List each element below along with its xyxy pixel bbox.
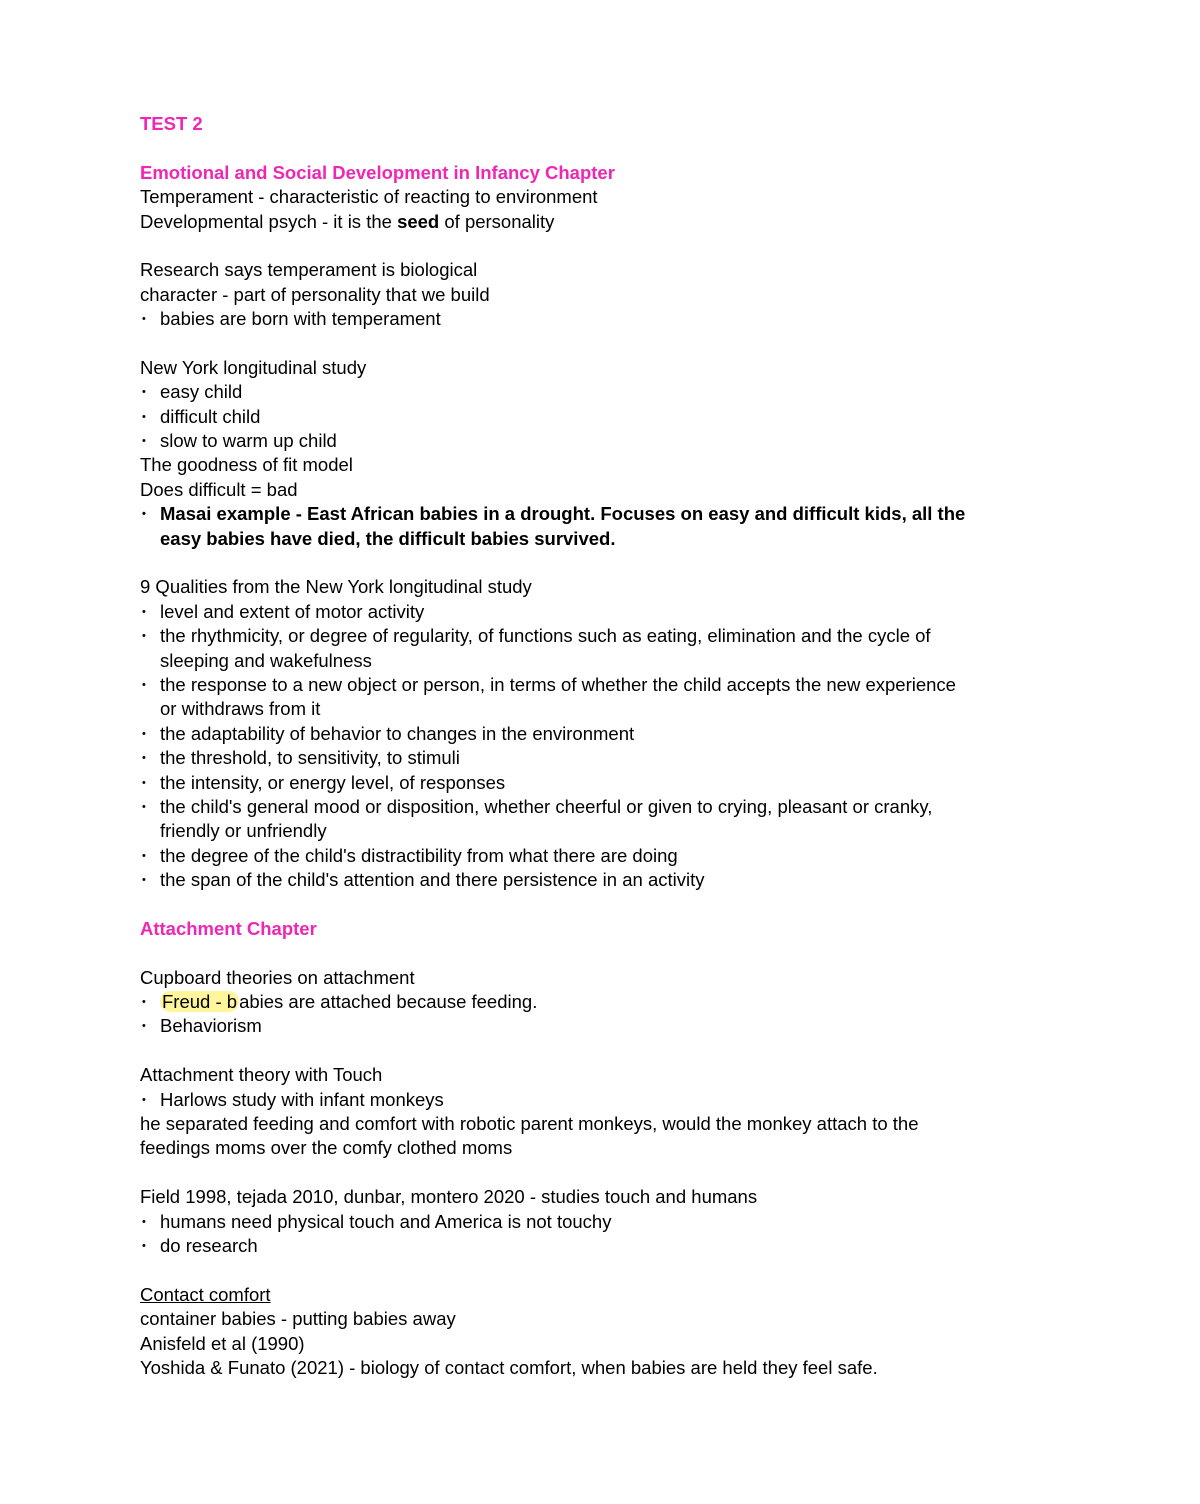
section-heading-emotional: Emotional and Social Development in Infancy Chapter [140, 161, 615, 183]
bullet-item: • the adaptability of behavior to changes in the environment [140, 722, 1100, 746]
bullet-icon: • [142, 800, 146, 813]
text-line: Research says temperament is biological [140, 259, 478, 281]
bullet-icon: • [142, 1239, 146, 1252]
text-line: 9 Qualities from the New York longitudinal study [140, 576, 532, 598]
bullet-continuation: or withdraws from it [160, 698, 321, 720]
bullet-icon: • [142, 1093, 146, 1106]
text-line: Temperament - characteristic of reacting to environment [140, 186, 598, 208]
bullet-icon: • [142, 630, 146, 643]
bullet-icon: • [142, 410, 146, 423]
bullet-item: • the response to a new object or person, in terms of whether the child accepts the new experience [140, 673, 1100, 697]
subheading-contact-comfort: Contact comfort [140, 1283, 271, 1305]
text-line: feedings moms over the comfy clothed moms [140, 1137, 513, 1159]
text-line: Attachment theory with Touch [140, 1064, 383, 1086]
bullet-item: • humans need physical touch and America is not touchy [140, 1210, 1100, 1234]
bullet-item: • the degree of the child's distractibility from what there are doing [140, 844, 1100, 868]
bullet-icon: • [142, 605, 146, 618]
bullet-item: • easy child [140, 380, 1100, 404]
bullet-icon: • [142, 508, 146, 521]
text-line: Yoshida & Funato (2021) - biology of contact comfort, when babies are held they feel safe. [140, 1356, 878, 1378]
bullet-continuation: sleeping and wakefulness [160, 649, 372, 671]
bullet-icon: • [142, 386, 146, 399]
bullet-item: • slow to warm up child [140, 429, 1100, 453]
bullet-icon: • [142, 752, 146, 765]
bullet-icon: • [142, 313, 146, 326]
bullet-item: • the intensity, or energy level, of responses [140, 771, 1100, 795]
bullet-item: • the child's general mood or disposition, whether cheerful or given to crying, pleasant or cranky, [140, 795, 1100, 819]
bullet-icon: • [142, 435, 146, 448]
bullet-icon: • [142, 1215, 146, 1228]
bullet-icon: • [142, 776, 146, 789]
bullet-item: • the span of the child's attention and there persistence in an activity [140, 868, 1100, 892]
bullet-icon: • [142, 849, 146, 862]
highlighted-text: Freud - b [162, 991, 238, 1013]
text-line: Anisfeld et al (1990) [140, 1332, 305, 1354]
bullet-item: • Harlows study with infant monkeys [140, 1088, 1100, 1112]
text-line: The goodness of fit model [140, 454, 353, 476]
bullet-item: • the rhythmicity, or degree of regularity, of functions such as eating, elimination and the cycle of [140, 624, 1100, 648]
text-line: New York longitudinal study [140, 356, 367, 378]
bullet-item: • the threshold, to sensitivity, to stimuli [140, 746, 1100, 770]
text-line: Field 1998, tejada 2010, dunbar, montero 2020 - studies touch and humans [140, 1186, 758, 1208]
section-heading-attachment: Attachment Chapter [140, 917, 317, 939]
bullet-item-bold: • Masai example - East African babies in a drought. Focuses on easy and difficult kids, all the [140, 502, 1100, 526]
bullet-continuation: easy babies have died, the difficult babies survived. [160, 527, 616, 549]
text-line: character - part of personality that we build [140, 283, 490, 305]
bullet-icon: • [142, 1020, 146, 1033]
bullet-item: • level and extent of motor activity [140, 600, 1100, 624]
bullet-continuation: friendly or unfriendly [160, 820, 327, 842]
text-line: Developmental psych - it is the seed of personality [140, 210, 555, 232]
bullet-item: • difficult child [140, 405, 1100, 429]
bullet-icon: • [142, 874, 146, 887]
bullet-item: • Behaviorism [140, 1014, 1100, 1038]
text-line: Cupboard theories on attachment [140, 966, 415, 988]
text-line: he separated feeding and comfort with robotic parent monkeys, would the monkey attach to the [140, 1113, 919, 1135]
bullet-item: • Freud - b abies are attached because feeding. [140, 990, 1100, 1014]
bullet-item: • do research [140, 1234, 1100, 1258]
page-title: TEST 2 [140, 113, 203, 134]
bullet-item: • babies are born with temperament [140, 307, 1100, 331]
text-line: Does difficult = bad [140, 478, 298, 500]
notes-content [140, 112, 1100, 1380]
text-line: container babies - putting babies away [140, 1308, 456, 1330]
bullet-icon: • [142, 996, 146, 1009]
bullet-icon: • [142, 678, 146, 691]
bullet-icon: • [142, 727, 146, 740]
